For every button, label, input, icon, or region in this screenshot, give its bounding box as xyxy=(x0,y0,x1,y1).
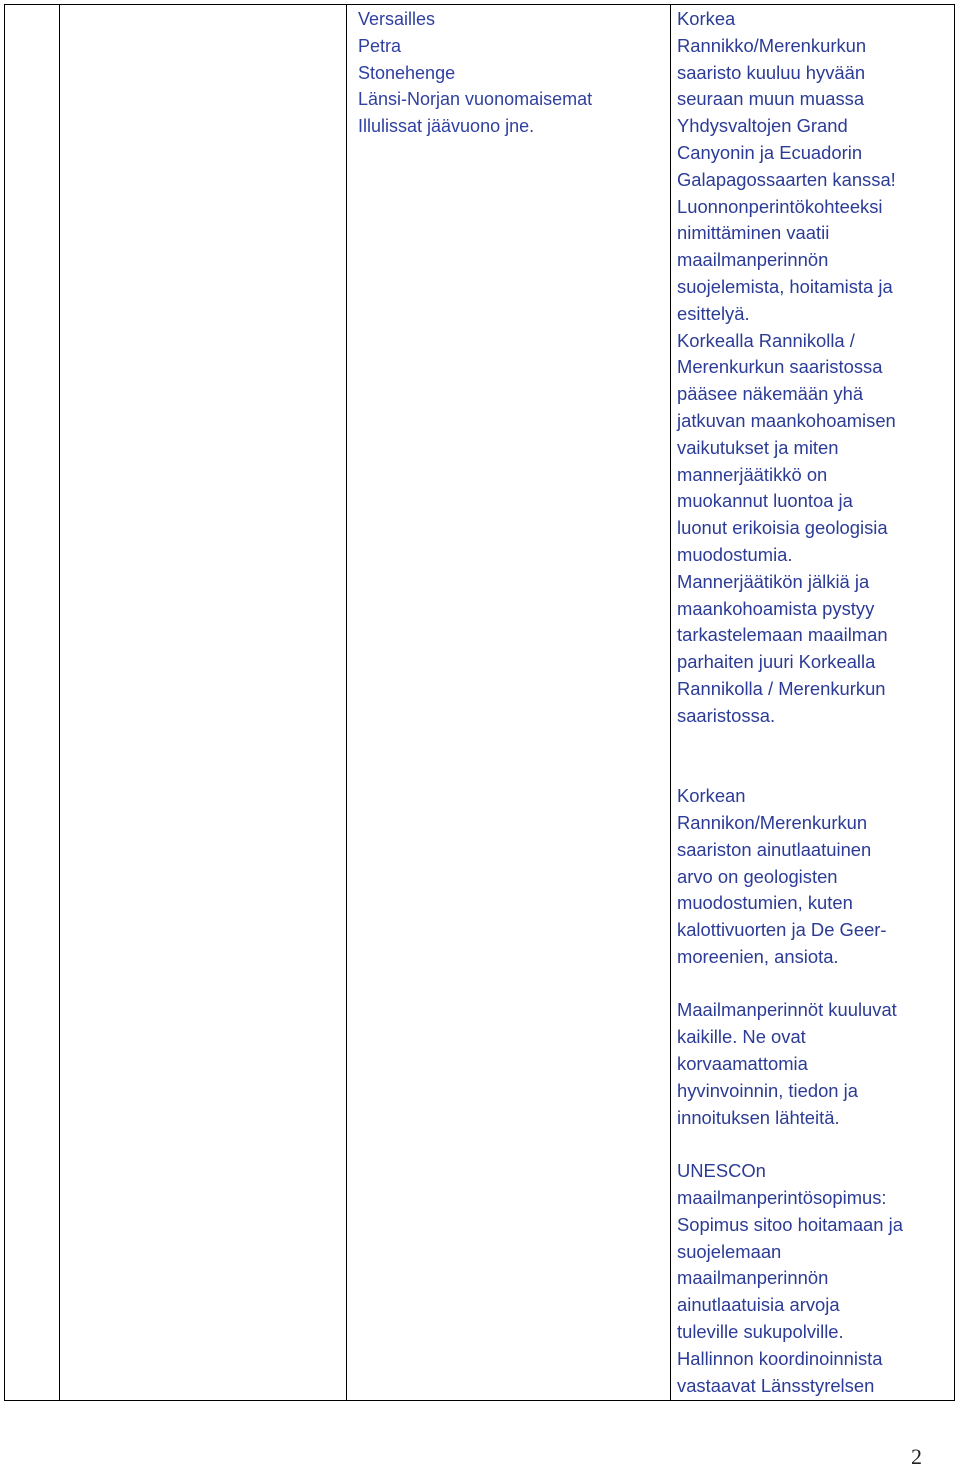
paragraph-spacer xyxy=(677,1131,952,1158)
description-paragraph: UNESCOn maailmanperintösopimus: Sopimus sitoo hoitamaan ja suojelemaan maailmanperinnön ainutlaatuisia arvoja tuleville sukupolville. xyxy=(677,1160,903,1343)
column-divider-2 xyxy=(346,5,347,1400)
column-divider-3 xyxy=(670,5,671,1400)
place-item: Länsi-Norjan vuonomaisemat xyxy=(358,89,593,110)
place-item: Illulissat jäävuono jne. xyxy=(358,116,535,137)
description-paragraph: Korkealla Rannikolla / Merenkurkun saaristossa pääsee näkemään yhä jatkuvan maankohoamisen vaikutukset ja miten mannerjäätikkö on muokannut luontoa ja luonut erikoisia geologisia muodostumia. xyxy=(677,329,896,565)
paragraph-spacer xyxy=(677,971,952,998)
description-paragraph: Korkea Rannikko/Merenkurkun saaristo kuuluu hyvään seuraan muun muassa Yhdysvaltojen Grand Canyonin ja Ecuadorin Galapagossaarten kanssa! Luonnonperintökohteeksi nimittäminen vaatii maailmanperinnön suojelemista, hoitamista ja esittelyä. xyxy=(677,8,896,324)
description-paragraph: Maailmanperinnöt kuuluvat kaikille. Ne ovat korvaamattomia hyvinvoinnin, tiedon ja innoituksen lähteitä. xyxy=(677,999,897,1128)
place-item: Versailles xyxy=(358,9,436,29)
places-list-cell xyxy=(358,6,658,140)
description-paragraph: Hallinnon koordinoinnista vastaavat Länsstyrelsen xyxy=(677,1347,883,1396)
page-number: 2 xyxy=(911,1444,922,1469)
description-paragraph: Korkean Rannikon/Merenkurkun saariston ainutlaatuinen arvo on geologisten muodostumien, kuten kalottivuorten ja De Geer- moreenien, ansiota. xyxy=(677,785,887,967)
description-cell xyxy=(677,6,952,1399)
paragraph-spacer xyxy=(677,730,952,784)
column-divider-1 xyxy=(59,5,60,1400)
description-paragraph: Mannerjäätikön jälkiä ja maankohoamista pystyy tarkastelemaan maailman parhaiten juuri Korkealla Rannikolla / Merenkurkun saaristossa. xyxy=(677,570,888,726)
place-item: Stonehenge xyxy=(358,62,456,83)
place-item: Petra xyxy=(358,35,402,56)
